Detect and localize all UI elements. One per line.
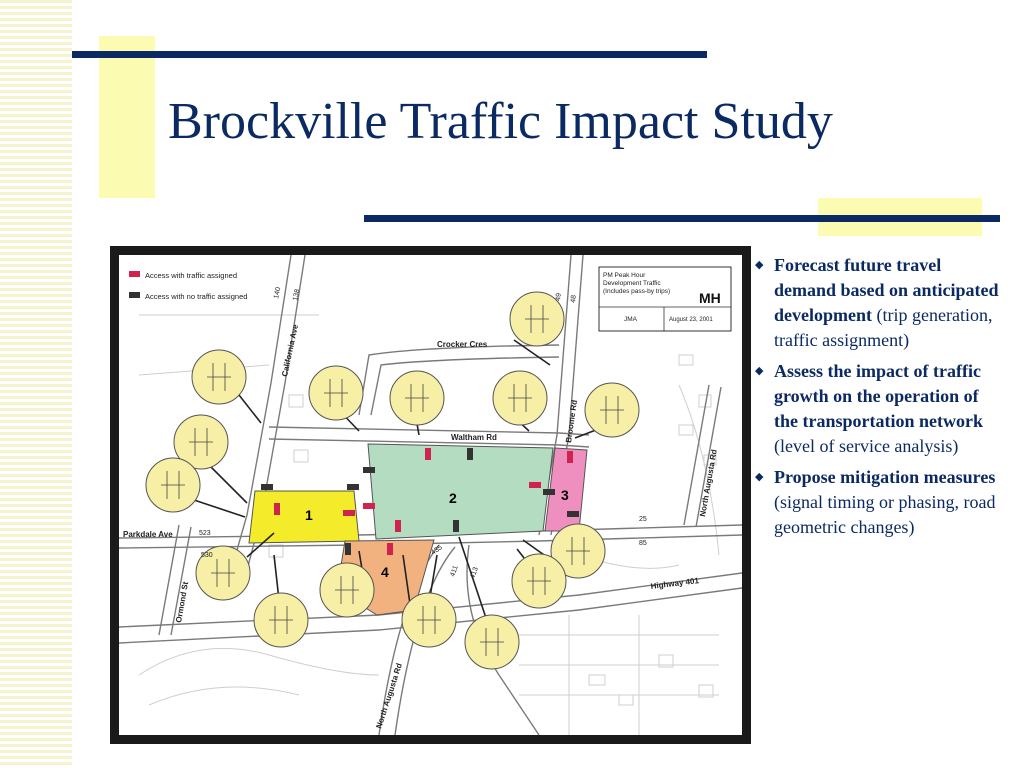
street-crocker: Crocker Cres [437,340,488,349]
info-box-title-1: PM Peak Hour [603,272,646,279]
street-california: California Ave [280,323,301,378]
access-marker-assigned [529,482,541,488]
info-box-author: JMA [624,316,637,323]
traffic-map-svg [119,255,742,735]
info-box-title-3: (Includes pass-by trips) [603,288,671,295]
info-box-logo: MH [699,290,721,306]
bullet-bold-text: Forecast future travel demand based on anticipated development [774,255,999,325]
diamond-icon: ◆ [755,365,764,377]
volume-label: 413 [469,566,480,580]
access-marker-unassigned [363,467,375,473]
access-marker-assigned [343,510,355,516]
bullet-item-mitigation [752,465,1004,540]
volume-label: 140 [273,286,283,300]
bullet-item-assess [752,359,1004,459]
title-rule-bottom [364,215,1000,222]
site-1-parcel [249,491,359,543]
traffic-map [119,255,742,735]
bullet-normal-text: (trip generation, traffic assignment) [774,305,993,350]
access-marker-unassigned [345,543,351,555]
street-highway-401: Highway 401 [650,576,700,591]
street-parkdale: Parkdale Ave [123,530,173,539]
slide-title: Brockville Traffic Impact Study [168,93,833,150]
diamond-icon: ◆ [755,471,764,483]
street-ormond: Ormond St [174,581,191,624]
access-marker-assigned [363,503,375,509]
volume-label: 530 [201,552,213,559]
bullet-normal-text: (level of service analysis) [774,436,959,456]
volume-label: 85 [639,540,647,547]
access-marker-unassigned [347,484,359,490]
site-3-label: 3 [561,487,569,503]
legend-label-unassigned: Access with no traffic assigned [145,292,248,301]
legend-label-assigned: Access with traffic assigned [145,271,237,280]
volume-label: 49 [555,292,563,302]
access-marker-unassigned [467,448,473,460]
decorative-stripe-margin [0,0,72,768]
bullet-bold-text: Assess the impact of traffic growth on the operation of the transportation network [774,361,983,431]
site-1-label: 1 [305,507,313,523]
diamond-icon: ◆ [755,259,764,271]
site-4-label: 4 [381,564,389,580]
volume-label: 523 [199,530,211,537]
bullet-bold-text: Propose mitigation measures [774,467,996,487]
legend-swatch-unassigned [129,292,140,298]
access-marker-unassigned [567,511,579,517]
map-legend [129,271,247,301]
site-2-label: 2 [449,490,457,506]
access-marker-assigned [425,448,431,460]
volume-label: 435 [430,544,444,557]
street-north-augusta-south: North Augusta Rd [374,662,404,730]
access-marker-assigned [567,451,573,463]
volume-label: 48 [570,294,578,304]
volume-label: 25 [639,516,647,523]
bullet-item-forecast [752,253,1004,353]
volume-label: 411 [449,564,460,578]
street-north-augusta-east: North Augusta Rd [698,448,719,518]
title-rule-top [72,51,707,58]
street-waltham: Waltham Rd [451,433,497,442]
decorative-yellow-block-left [99,36,155,198]
access-marker-unassigned [543,489,555,495]
street-broome: Broome Rd [564,399,579,444]
legend-swatch-assigned [129,271,140,277]
bullet-list [752,253,1004,546]
map-info-box [599,267,731,331]
info-box-title-2: Development Traffic [603,280,661,287]
access-marker-unassigned [261,484,273,490]
volume-label: 138 [292,288,302,302]
info-box-date: August 23, 2001 [669,317,713,323]
access-marker-assigned [274,503,280,515]
access-marker-assigned [395,520,401,532]
access-marker-assigned [387,543,393,555]
bullet-normal-text: (signal timing or phasing, road geometric changes) [774,492,996,537]
access-marker-unassigned [453,520,459,532]
traffic-map-figure [110,246,751,744]
